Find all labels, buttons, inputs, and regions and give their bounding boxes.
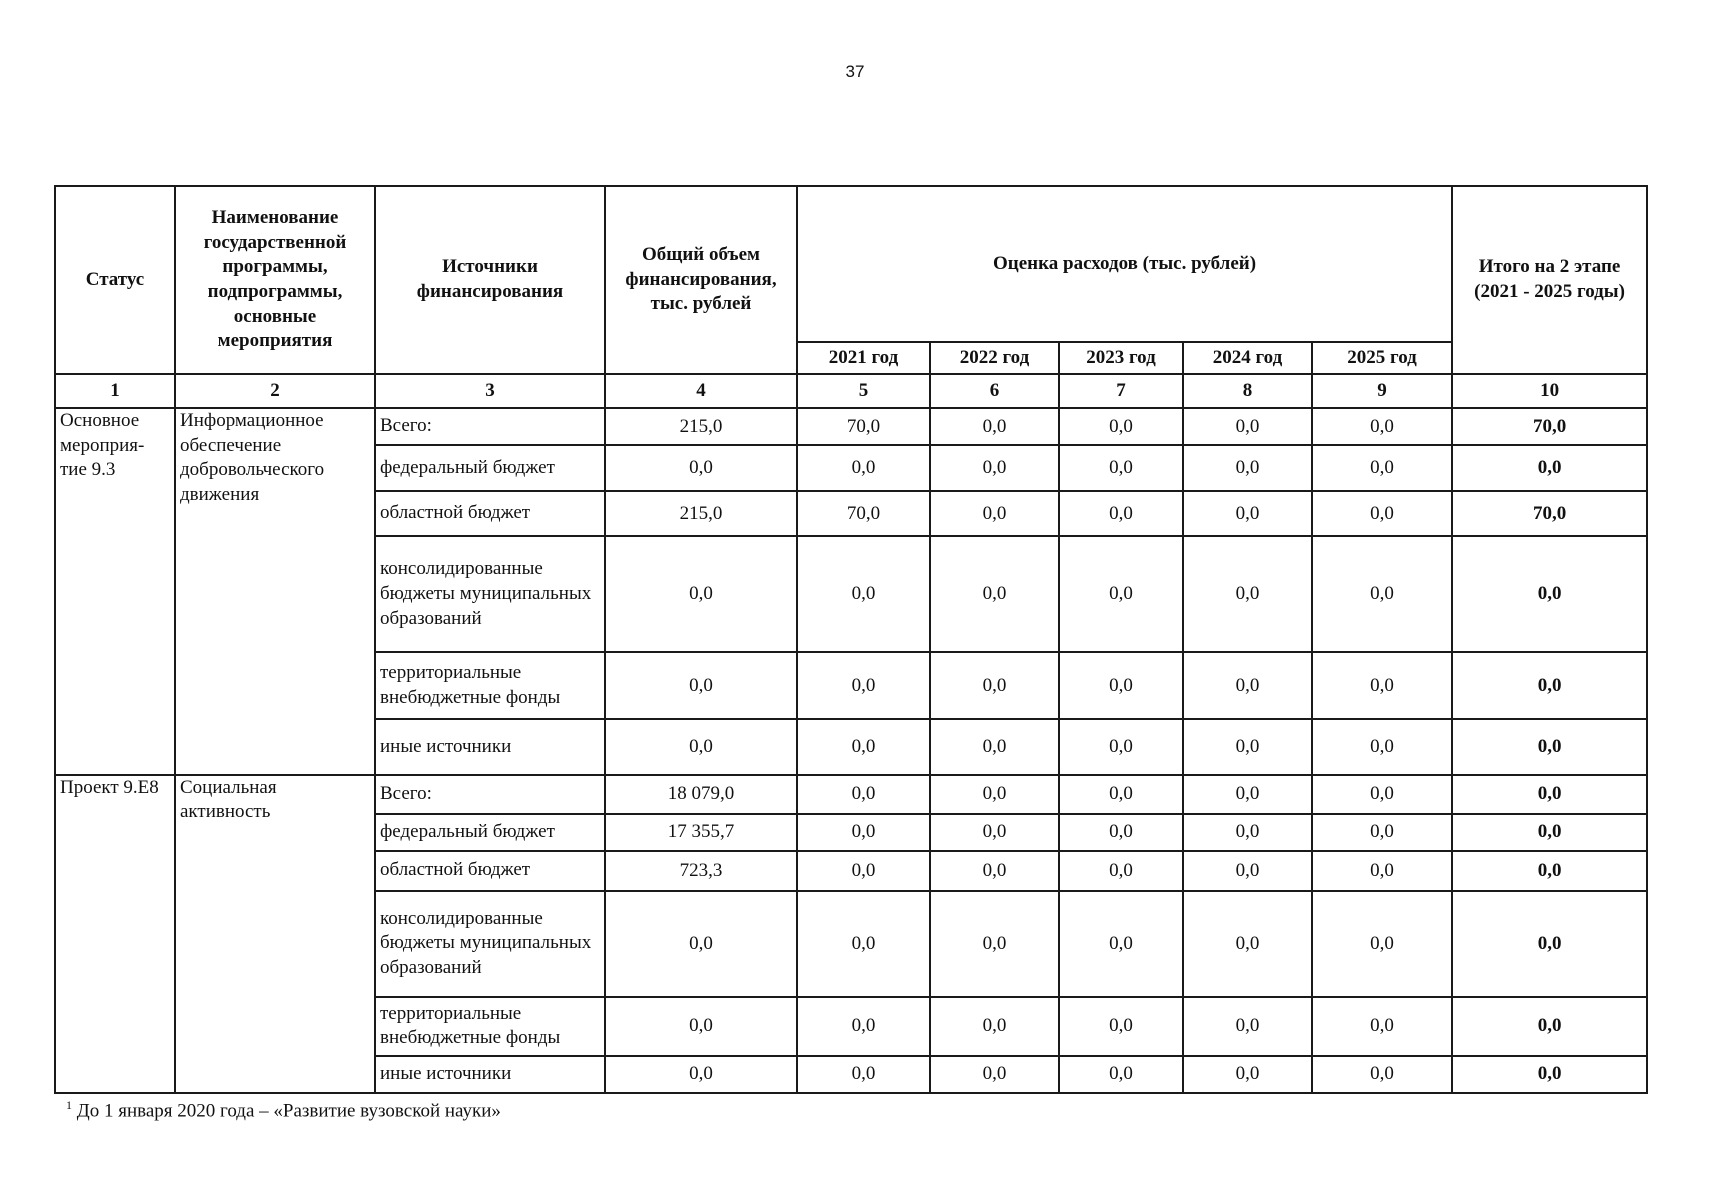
- year-2025-cell: 0,0: [1312, 652, 1452, 719]
- status-cell: Основное мероприя-тие 9.3: [55, 408, 175, 774]
- header-stage-total: Итого на 2 этапе (2021 - 2025 годы): [1452, 186, 1647, 374]
- source-cell: иные источники: [375, 1056, 605, 1093]
- year-2023-cell: 0,0: [1059, 719, 1183, 774]
- year-2022-cell: 0,0: [930, 814, 1059, 851]
- table-header: [55, 186, 1647, 374]
- total-volume-cell: 0,0: [605, 997, 797, 1056]
- header-sources: Источники финансирования: [375, 186, 605, 374]
- year-2025-cell: 0,0: [1312, 775, 1452, 814]
- year-2021-cell: 0,0: [797, 1056, 930, 1093]
- stage-total-cell: 0,0: [1452, 997, 1647, 1056]
- year-2022-cell: 0,0: [930, 997, 1059, 1056]
- header-year-2021: 2021 год: [797, 342, 930, 374]
- year-2022-cell: 0,0: [930, 851, 1059, 891]
- year-2021-cell: 0,0: [797, 445, 930, 491]
- year-2022-cell: 0,0: [930, 891, 1059, 997]
- total-volume-cell: 0,0: [605, 1056, 797, 1093]
- source-cell: консолидированные бюджеты муниципальных образований: [375, 891, 605, 997]
- year-2025-cell: 0,0: [1312, 1056, 1452, 1093]
- total-volume-cell: 18 079,0: [605, 775, 797, 814]
- year-2023-cell: 0,0: [1059, 851, 1183, 891]
- table-row: [55, 408, 1647, 445]
- stage-total-cell: 0,0: [1452, 775, 1647, 814]
- year-2022-cell: 0,0: [930, 719, 1059, 774]
- year-2025-cell: 0,0: [1312, 851, 1452, 891]
- program-name-cell: Информационное обеспечение добровольческого движения: [175, 408, 375, 774]
- program-name-cell: Социальная активность: [175, 775, 375, 1093]
- year-2023-cell: 0,0: [1059, 491, 1183, 536]
- header-status: Статус: [55, 186, 175, 374]
- year-2023-cell: 0,0: [1059, 891, 1183, 997]
- year-2021-cell: 0,0: [797, 536, 930, 652]
- page-number: 37: [845, 62, 865, 81]
- year-2021-cell: 0,0: [797, 652, 930, 719]
- stage-total-cell: 0,0: [1452, 814, 1647, 851]
- year-2022-cell: 0,0: [930, 445, 1059, 491]
- header-expense-estimate: Оценка расходов (тыс. рублей): [797, 186, 1452, 342]
- header-year-2024: 2024 год: [1183, 342, 1312, 374]
- source-cell: иные источники: [375, 719, 605, 774]
- year-2024-cell: 0,0: [1183, 891, 1312, 997]
- column-number: 5: [797, 374, 930, 408]
- total-volume-cell: 0,0: [605, 891, 797, 997]
- stage-total-cell: 0,0: [1452, 891, 1647, 997]
- column-number: 6: [930, 374, 1059, 408]
- year-2022-cell: 0,0: [930, 652, 1059, 719]
- total-volume-cell: 215,0: [605, 408, 797, 445]
- stage-total-cell: 0,0: [1452, 1056, 1647, 1093]
- year-2021-cell: 0,0: [797, 997, 930, 1056]
- column-number: 2: [175, 374, 375, 408]
- source-cell: областной бюджет: [375, 851, 605, 891]
- stage-total-cell: 0,0: [1452, 652, 1647, 719]
- year-2023-cell: 0,0: [1059, 652, 1183, 719]
- source-cell: территориальные внебюджетные фонды: [375, 652, 605, 719]
- column-number: 4: [605, 374, 797, 408]
- footnote-text: До 1 января 2020 года – «Развитие вузовской науки»: [76, 1100, 501, 1122]
- source-cell: федеральный бюджет: [375, 814, 605, 851]
- year-2022-cell: 0,0: [930, 1056, 1059, 1093]
- header-program-name: Наименование государственной программы, подпрограммы, основные мероприятия: [175, 186, 375, 374]
- year-2021-cell: 70,0: [797, 491, 930, 536]
- column-number-row: [55, 374, 1647, 408]
- source-cell: территориальные внебюджетные фонды: [375, 997, 605, 1056]
- year-2022-cell: 0,0: [930, 775, 1059, 814]
- year-2024-cell: 0,0: [1183, 1056, 1312, 1093]
- year-2023-cell: 0,0: [1059, 1056, 1183, 1093]
- year-2023-cell: 0,0: [1059, 408, 1183, 445]
- year-2025-cell: 0,0: [1312, 814, 1452, 851]
- column-number: 8: [1183, 374, 1312, 408]
- year-2024-cell: 0,0: [1183, 814, 1312, 851]
- stage-total-cell: 0,0: [1452, 445, 1647, 491]
- total-volume-cell: 17 355,7: [605, 814, 797, 851]
- stage-total-cell: 0,0: [1452, 719, 1647, 774]
- year-2024-cell: 0,0: [1183, 997, 1312, 1056]
- year-2025-cell: 0,0: [1312, 491, 1452, 536]
- year-2024-cell: 0,0: [1183, 491, 1312, 536]
- column-number: 3: [375, 374, 605, 408]
- source-cell: Всего:: [375, 408, 605, 445]
- year-2025-cell: 0,0: [1312, 536, 1452, 652]
- year-2022-cell: 0,0: [930, 536, 1059, 652]
- total-volume-cell: 0,0: [605, 652, 797, 719]
- year-2025-cell: 0,0: [1312, 719, 1452, 774]
- financing-table: [54, 185, 1648, 1094]
- year-2024-cell: 0,0: [1183, 775, 1312, 814]
- total-volume-cell: 723,3: [605, 851, 797, 891]
- stage-total-cell: 0,0: [1452, 851, 1647, 891]
- header-year-2023: 2023 год: [1059, 342, 1183, 374]
- year-2024-cell: 0,0: [1183, 445, 1312, 491]
- year-2021-cell: 70,0: [797, 408, 930, 445]
- footnote-mark: 1: [66, 1098, 72, 1112]
- stage-total-cell: 70,0: [1452, 491, 1647, 536]
- header-year-2022: 2022 год: [930, 342, 1059, 374]
- year-2024-cell: 0,0: [1183, 719, 1312, 774]
- year-2024-cell: 0,0: [1183, 652, 1312, 719]
- year-2025-cell: 0,0: [1312, 445, 1452, 491]
- table-row: [55, 775, 1647, 814]
- total-volume-cell: 0,0: [605, 445, 797, 491]
- year-2023-cell: 0,0: [1059, 445, 1183, 491]
- year-2022-cell: 0,0: [930, 491, 1059, 536]
- year-2022-cell: 0,0: [930, 408, 1059, 445]
- year-2021-cell: 0,0: [797, 814, 930, 851]
- source-cell: Всего:: [375, 775, 605, 814]
- stage-total-cell: 70,0: [1452, 408, 1647, 445]
- year-2021-cell: 0,0: [797, 719, 930, 774]
- total-volume-cell: 215,0: [605, 491, 797, 536]
- year-2024-cell: 0,0: [1183, 408, 1312, 445]
- year-2023-cell: 0,0: [1059, 997, 1183, 1056]
- column-number: 1: [55, 374, 175, 408]
- year-2023-cell: 0,0: [1059, 536, 1183, 652]
- header-total-volume: Общий объем финансирования, тыс. рублей: [605, 186, 797, 374]
- year-2023-cell: 0,0: [1059, 814, 1183, 851]
- footnote: [66, 1098, 501, 1122]
- year-2021-cell: 0,0: [797, 891, 930, 997]
- source-cell: федеральный бюджет: [375, 445, 605, 491]
- column-number: 10: [1452, 374, 1647, 408]
- column-number: 9: [1312, 374, 1452, 408]
- year-2025-cell: 0,0: [1312, 997, 1452, 1056]
- total-volume-cell: 0,0: [605, 536, 797, 652]
- header-year-2025: 2025 год: [1312, 342, 1452, 374]
- year-2024-cell: 0,0: [1183, 536, 1312, 652]
- year-2021-cell: 0,0: [797, 775, 930, 814]
- column-number: 7: [1059, 374, 1183, 408]
- source-cell: консолидированные бюджеты муниципальных образований: [375, 536, 605, 652]
- total-volume-cell: 0,0: [605, 719, 797, 774]
- source-cell: областной бюджет: [375, 491, 605, 536]
- year-2021-cell: 0,0: [797, 851, 930, 891]
- year-2023-cell: 0,0: [1059, 775, 1183, 814]
- year-2025-cell: 0,0: [1312, 891, 1452, 997]
- status-cell: Проект 9.E8: [55, 775, 175, 1093]
- stage-total-cell: 0,0: [1452, 536, 1647, 652]
- year-2025-cell: 0,0: [1312, 408, 1452, 445]
- year-2024-cell: 0,0: [1183, 851, 1312, 891]
